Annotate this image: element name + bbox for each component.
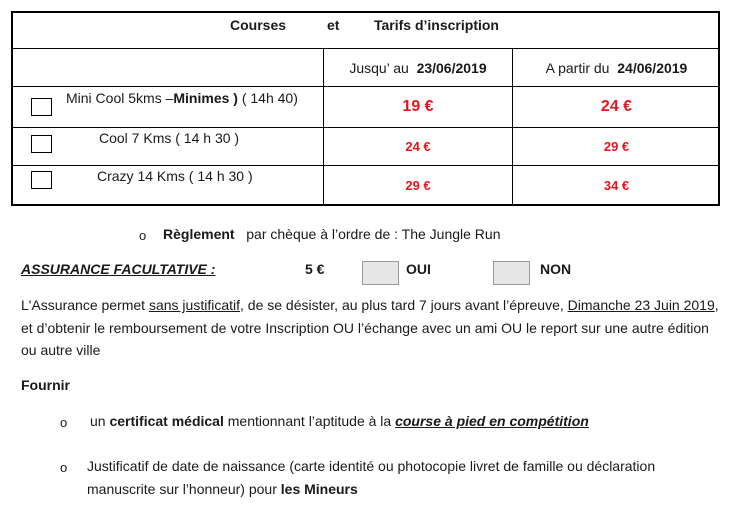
fournir-item-justificatif-line1: Justificatif de date de naissance (carte identité ou photocopie livret de famille ou déclaration (87, 458, 656, 474)
fournir-item-certificat: un certificat médical mentionnant l’aptitude à la course à pied en compétition (90, 413, 589, 429)
bullet-icon: o (60, 460, 68, 475)
table-row (13, 128, 718, 166)
bullet-icon: o (139, 228, 147, 243)
price-late-cool-7: 29 € (603, 139, 630, 154)
date-header-row (13, 49, 718, 87)
assurance-price: 5 € (305, 261, 325, 277)
race-label-mini-cool: Mini Cool 5kms –Minimes ) ( 14h 40) (66, 90, 298, 106)
header-tarifs: Tarifs d’inscription (374, 17, 499, 33)
column-divider (512, 49, 513, 204)
table-title-row (13, 13, 718, 49)
assurance-title: ASSURANCE FACULTATIVE : (21, 261, 216, 277)
race-checkbox-cool-7[interactable] (31, 135, 52, 153)
fournir-title: Fournir (21, 377, 70, 393)
price-early-cool-7: 24 € (405, 139, 431, 154)
assurance-description: L'Assurance permet sans justificatif, de se désister, au plus tard 7 jours avant l’épreuve, Dimanche 23 Juin 2019, et d’obtenir le remboursement de votre Inscription OU l’échange avec un ami OU le report sur une autre édition ou autre ville (21, 297, 719, 358)
registration-table (11, 11, 720, 206)
race-checkbox-mini-cool[interactable] (31, 98, 52, 116)
price-early-crazy-14: 29 € (405, 177, 431, 193)
header-et: et (327, 17, 340, 33)
table-row (13, 87, 718, 128)
price-late-crazy-14: 34 € (603, 177, 630, 193)
reglement-line: Règlement par chèque à l’ordre de : The Jungle Run (163, 226, 501, 242)
header-courses: Courses (230, 17, 287, 33)
race-label-cool-7: Cool 7 Kms ( 14 h 30 ) (99, 130, 240, 146)
assurance-oui-checkbox[interactable] (362, 261, 399, 285)
date-header-late: A partir du 24/06/2019 (545, 59, 688, 76)
assurance-oui-label: OUI (406, 261, 431, 277)
table-row (13, 166, 718, 204)
price-late-mini-cool: 24 € (600, 98, 633, 115)
race-label-crazy-14: Crazy 14 Kms ( 14 h 30 ) (97, 168, 253, 184)
race-checkbox-crazy-14[interactable] (31, 171, 52, 189)
assurance-non-checkbox[interactable] (493, 261, 530, 285)
fournir-item-justificatif-line2: manuscrite sur l’honneur) pour les Mineurs (87, 481, 358, 497)
bullet-icon: o (60, 415, 68, 430)
price-early-mini-cool: 19 € (402, 98, 434, 115)
date-header-early: Jusqu’ au 23/06/2019 (349, 59, 487, 76)
assurance-non-label: NON (540, 261, 572, 277)
column-divider (323, 49, 324, 204)
